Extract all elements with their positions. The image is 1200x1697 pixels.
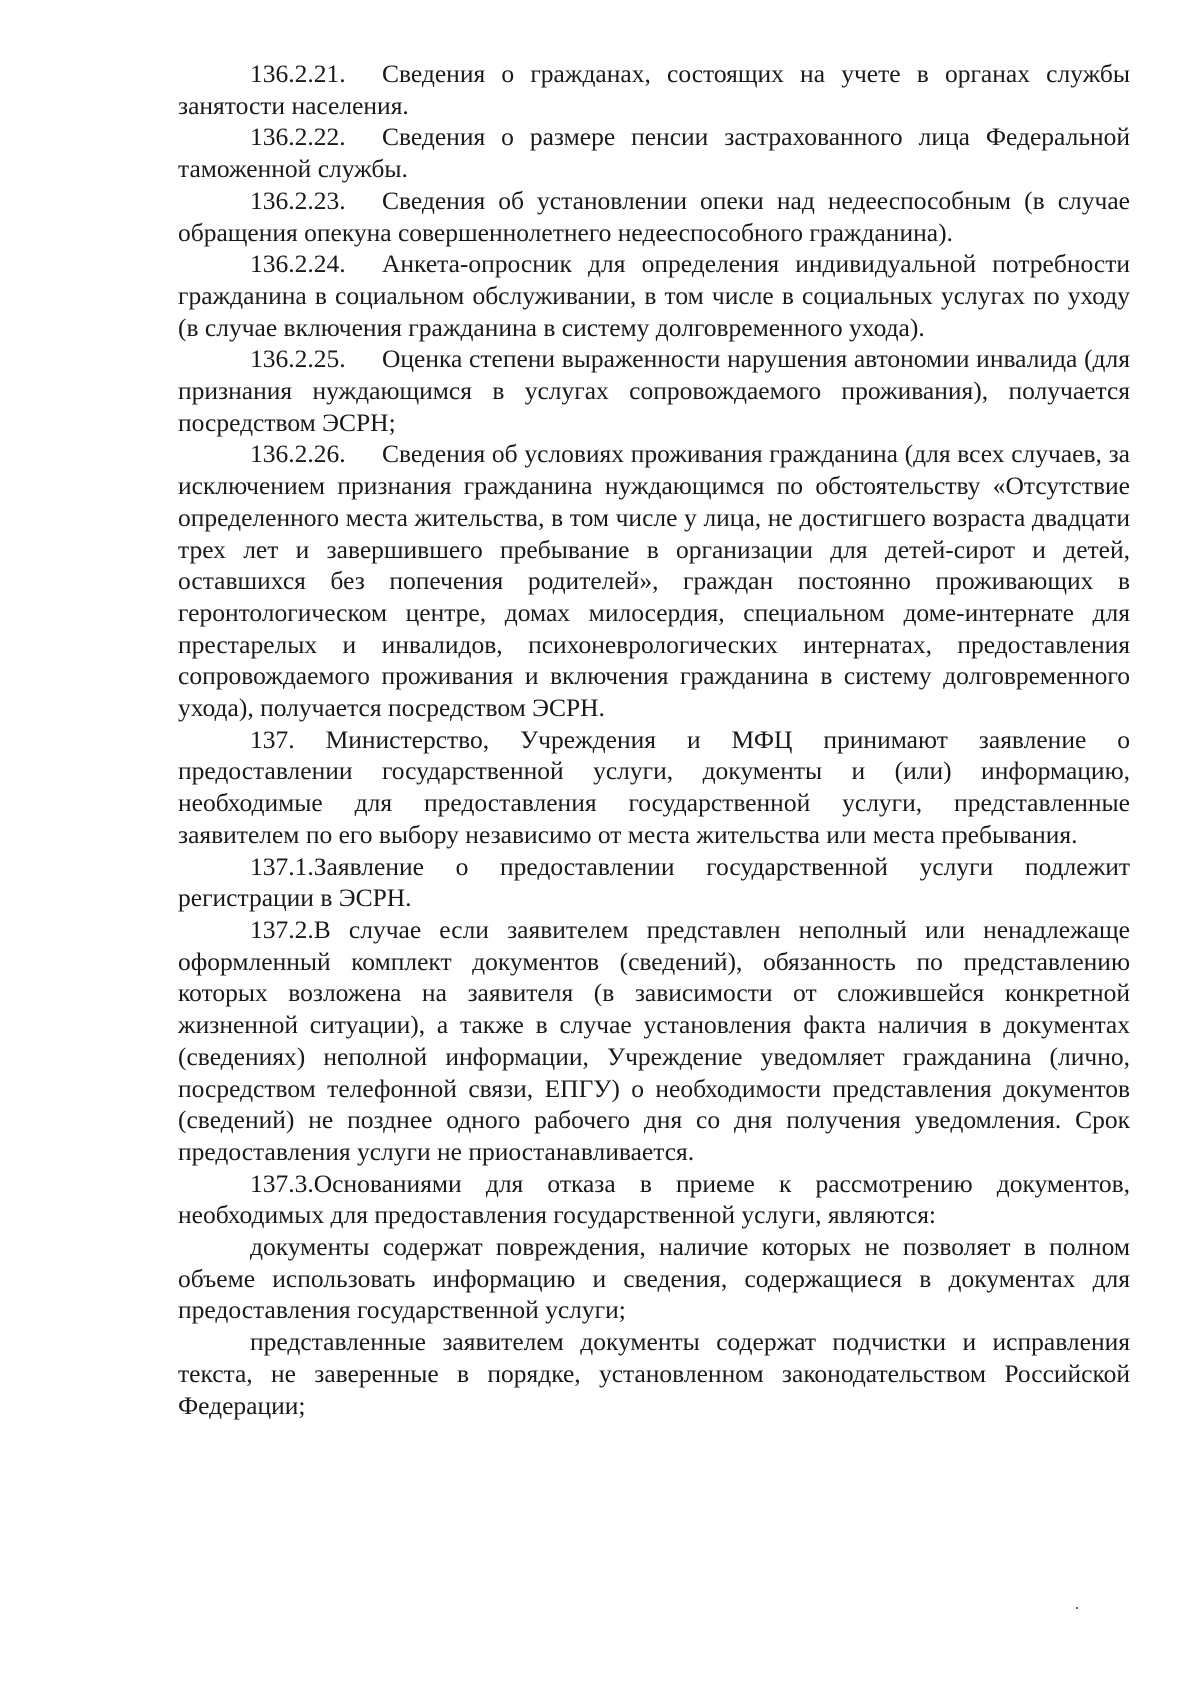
paragraph-text: представленные заявителем документы содержат подчистки и исправления текста, не заверенные в порядке, установленном законодательством Российской Федерации; — [178, 1327, 1130, 1420]
paragraph-137-2 — [178, 914, 1130, 1168]
clause-number: 136.2.24. — [250, 249, 346, 279]
paragraph-137-1 — [178, 851, 1130, 914]
paragraph-text: Сведения об условиях проживания гражданина (для всех случаев, за исключением признания гражданина нуждающимся по обстоятельству «Отсутствие определенного места жительства, в том числе у лица, не достигшего возраста двадцати трех лет и завершившего пребывание в организации для детей-сирот и детей, оставшихся без попечения родителей», граждан постоянно проживающих в геронтологическом центре, домах милосердия, специальном доме-интернате для престарелых и инвалидов, психоневрологических интернатах, предоставления сопровождаемого проживания и включения гражданина в систему долговременного ухода), получается посредством ЭСРН. — [178, 439, 1130, 723]
paragraph-136-2-21 — [178, 58, 1130, 121]
paragraph-136-2-26 — [178, 438, 1130, 723]
clause-number: 136.2.25. — [250, 344, 346, 374]
clause-number: 136.2.21. — [250, 59, 346, 88]
paragraph-text: 137.2.В случае если заявителем представлен неполный или ненадлежаще оформленный комплект документов (сведений), обязанность по представлению которых возложена на заявителя (в зависимости от сложившейся конкретной жизненной ситуации), а также в случае установления факта наличия в документах (сведениях) неполной информации, Учреждение уведомляет гражданина (лично, посредством телефонной связи, ЕПГУ) о необходимости представления документов (сведений) не позднее одного рабочего дня со дня получения уведомления. Срок предоставления услуги не приостанавливается. — [178, 914, 1130, 1166]
paragraph-text: 137.1.Заявление о предоставлении государственной услуги подлежит регистрации в ЭСРН. — [178, 851, 1130, 913]
paragraph-137 — [178, 724, 1130, 851]
paragraph-refusal-reason-2 — [178, 1326, 1130, 1421]
paragraph-137-3 — [178, 1168, 1130, 1231]
paragraph-text: 137.3.Основаниями для отказа в приеме к рассмотрению документов, необходимых для предоставления государственной услуги, являются: — [178, 1168, 1130, 1230]
paragraph-text: Сведения об установлении опеки над недееспособным (в случае обращения опекуна совершеннолетнего недееспособного гражданина). — [178, 185, 1130, 247]
paragraph-136-2-22 — [178, 121, 1130, 184]
paragraph-136-2-24 — [178, 248, 1130, 343]
paragraph-text: документы содержат повреждения, наличие которых не позволяет в полном объеме использовать информацию и сведения, содержащиеся в документах для предоставления государственной услуги; — [178, 1232, 1130, 1325]
paragraph-text: Оценка степени выраженности нарушения автономии инвалида (для признания нуждающимся в услугах сопровождаемого проживания), получается посредством ЭСРН; — [178, 344, 1130, 437]
clause-number: 136.2.22. — [250, 122, 346, 152]
paragraph-text: 137. Министерство, Учреждения и МФЦ принимают заявление о предоставлении государственной услуги, документы и (или) информацию, необходимые для предоставления государственной услуги, представленные заявителем по его выбору независимо от места жительства или места пребывания. — [178, 724, 1130, 849]
document-body — [178, 58, 1130, 1421]
paragraph-text: Анкета-опросник для определения индивидуальной потребности гражданина в социальном обслуживании, в том числе в социальных услугах по уходу (в случае включения гражданина в систему долговременного ухода). — [178, 249, 1130, 342]
scan-speck — [1076, 1607, 1078, 1609]
paragraph-136-2-23 — [178, 185, 1130, 248]
paragraph-text: Сведения о гражданах, состоящих на учете в органах службы занятости населения. — [178, 59, 1130, 120]
clause-number: 136.2.26. — [250, 439, 346, 469]
paragraph-refusal-reason-1 — [178, 1231, 1130, 1326]
paragraph-136-2-25 — [178, 343, 1130, 438]
clause-number: 136.2.23. — [250, 185, 346, 215]
paragraph-text: Сведения о размере пенсии застрахованного лица Федеральной таможенной службы. — [178, 122, 1130, 184]
